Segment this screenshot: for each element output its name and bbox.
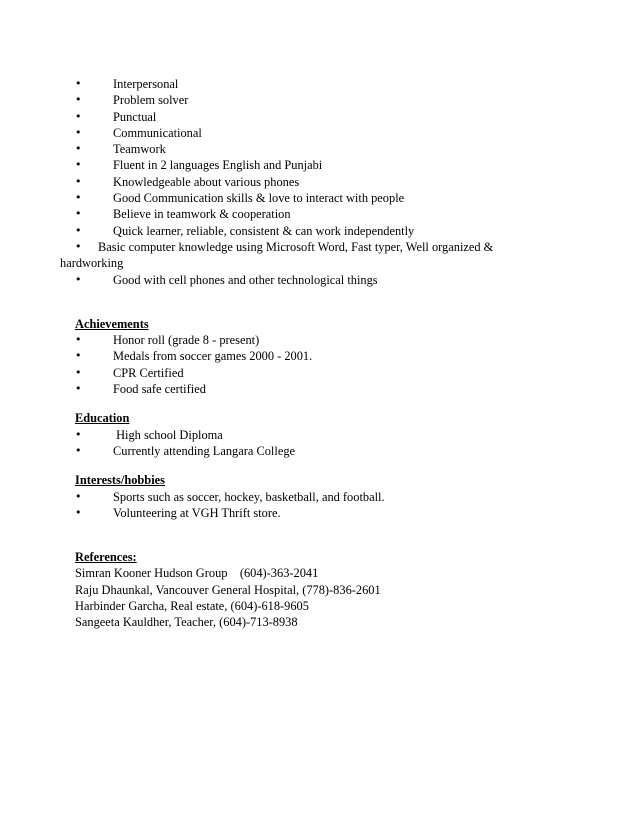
list-item: • Believe in teamwork & cooperation (75, 207, 291, 222)
interests-heading: Interests/hobbies (75, 473, 165, 488)
achievements-list (75, 332, 545, 397)
list-item: • CPR Certified (75, 365, 184, 380)
bullet-icon: • (75, 382, 82, 396)
bullet-icon: • (75, 365, 82, 379)
education-heading: Education (75, 411, 130, 426)
reference-line: Harbinder Garcha, Real estate, (604)-618-9605 (75, 599, 309, 614)
bullet-icon: • (75, 443, 82, 457)
bullet-icon: • (75, 93, 82, 107)
list-item: • Medals from soccer games 2000 - 2001. (75, 349, 313, 364)
list-item: • Volunteering at VGH Thrift store. (75, 505, 281, 520)
list-item: • Teamwork (75, 142, 166, 157)
bullet-icon: • (75, 125, 82, 139)
education-list (75, 427, 545, 460)
list-item: • Punctual (75, 109, 157, 124)
bullet-icon: • (75, 239, 82, 253)
list-item: • Fluent in 2 languages English and Punjabi (75, 158, 323, 173)
bullet-icon: • (75, 174, 82, 188)
list-item: • High school Diploma (75, 427, 223, 442)
bullet-icon: • (75, 333, 82, 347)
reference-line: Simran Kooner Hudson Group (604)-363-2041 (75, 566, 319, 581)
references-heading: References: (75, 550, 137, 565)
references-section (75, 549, 545, 630)
bullet-icon: • (75, 272, 82, 286)
bullet-icon: • (75, 505, 82, 519)
bullet-icon: • (75, 77, 82, 90)
list-item: • Communicational (75, 125, 202, 140)
bullet-icon: • (75, 207, 82, 221)
list-item: • Good Communication skills & love to interact with people (75, 191, 405, 206)
bullet-icon: • (75, 158, 82, 172)
list-item: • Knowledgeable about various phones (75, 174, 300, 189)
reference-line: Raju Dhaunkal, Vancouver General Hospital, (778)-836-2601 (75, 582, 381, 597)
resume-content (60, 76, 545, 631)
bullet-icon: • (75, 191, 82, 205)
skills-list (60, 76, 545, 288)
bullet-icon: • (75, 489, 82, 503)
interests-list (75, 489, 545, 522)
list-item: • Quick learner, reliable, consistent & can work independently (75, 223, 415, 238)
bullet-icon: • (75, 142, 82, 156)
list-item: • Sports such as soccer, hockey, basketball, and football. (75, 489, 385, 504)
bullet-icon: • (75, 349, 82, 363)
reference-line: Sangeeta Kauldher, Teacher, (604)-713-8938 (75, 615, 298, 630)
achievements-heading: Achievements (75, 316, 149, 331)
list-item: • Food safe certified (75, 382, 206, 397)
list-item: • Problem solver (75, 93, 189, 108)
bullet-icon: • (75, 223, 82, 237)
bullet-icon: • (75, 427, 82, 441)
list-item: • Honor roll (grade 8 - present) (75, 333, 260, 348)
list-item: • Interpersonal (75, 77, 179, 91)
bullet-icon: • (75, 109, 82, 123)
list-item: • Currently attending Langara College (75, 443, 296, 458)
list-item: • Good with cell phones and other technological things (75, 272, 378, 287)
list-item: • Basic computer knowledge using Microsoft Word, Fast typer, Well organized & hardworking (60, 239, 494, 271)
